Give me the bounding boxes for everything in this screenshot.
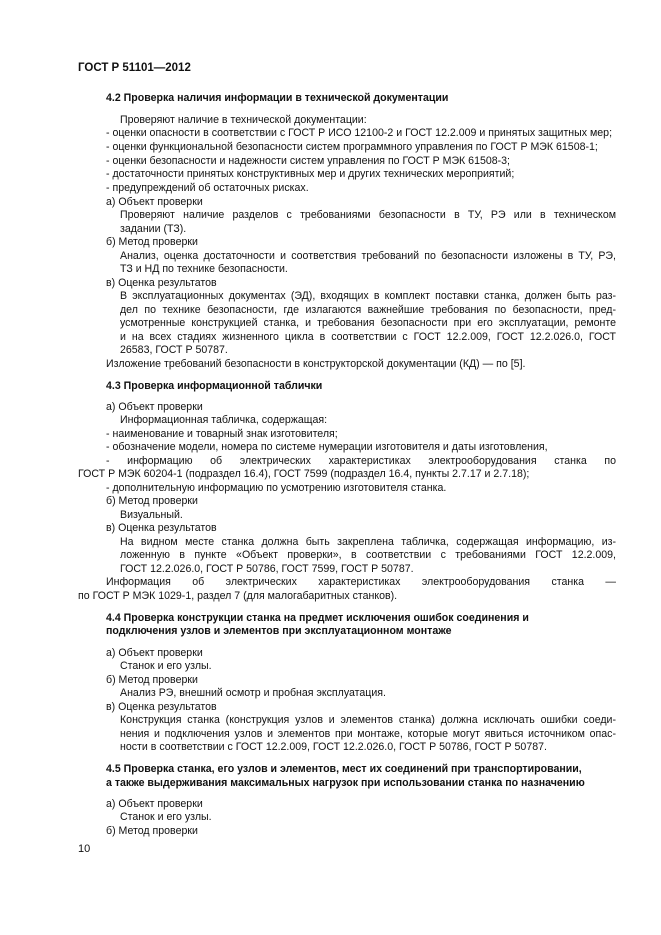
text-line: В эксплуатационных документах (ЭД), входящих в комплект поставки станка, должен быть раз-	[120, 290, 616, 302]
text-line: дел по технике безопасности, где излагаются важнейшие требования по безопасности, пред-	[120, 304, 616, 316]
text-line: и на всех стадиях жизненного цикла в соответствии с ГОСТ 12.2.009, ГОСТ 12.2.026.0, ГОСТ	[120, 331, 616, 343]
text-line: - достаточности принятых конструктивных мер и других технических мероприятий;	[106, 168, 515, 180]
text-line: а) Объект проверки	[106, 798, 203, 810]
text-line: задании (ТЗ).	[120, 223, 187, 235]
text-line: Станок и его узлы.	[120, 811, 212, 823]
text-line: ложенную в пункте «Объект проверки», в соответствии с требованиями ГОСТ 12.2.009,	[120, 549, 616, 561]
text-line: - наименование и товарный знак изготовителя;	[106, 428, 338, 440]
text-line: Анализ РЭ, внешний осмотр и пробная эксплуатация.	[120, 687, 386, 699]
text-line: усмотренные конструкцией станка, и требования безопасности при его эксплуатации, ремонте	[120, 317, 616, 329]
section-heading-line: 4.4 Проверка конструкции станка на предмет исключения ошибок соединения и	[106, 612, 529, 624]
text-line: Информация об электрических характеристиках электрооборудования станка —	[106, 576, 616, 588]
section-heading-line: 4.5 Проверка станка, его узлов и элементов, мест их соединений при транспортировании,	[106, 763, 582, 775]
text-line: Проверяют наличие в технической документации:	[120, 114, 367, 126]
text-line: ТЗ и НД по технике безопасности.	[120, 263, 288, 275]
text-line: 26583, ГОСТ Р 50787.	[120, 344, 228, 356]
text-line: - информацию об электрических характеристиках электрооборудования станка по	[106, 455, 616, 467]
text-line: по ГОСТ Р МЭК 1029-1, раздел 7 (для малогабаритных станков).	[78, 590, 398, 602]
text-line: ГОСТ 12.2.026.0, ГОСТ Р 50786, ГОСТ 7599, ГОСТ Р 50787.	[120, 563, 414, 575]
text-line: а) Объект проверки	[106, 401, 203, 413]
text-line: Информационная табличка, содержащая:	[120, 414, 328, 426]
text-line: - оценки опасности в соответствии с ГОСТ Р ИСО 12100-2 и ГОСТ 12.2.009 и принятых защитных мер;	[106, 127, 613, 139]
text-line: б) Метод проверки	[106, 674, 198, 686]
section-heading-line: подключения узлов и элементов при эксплуатационном монтаже	[106, 625, 452, 637]
text-line: ности в соответствии с ГОСТ 12.2.009, ГОСТ 12.2.026.0, ГОСТ Р 50786, ГОСТ Р 50787.	[120, 741, 547, 753]
text-line: Проверяют наличие разделов с требованиями безопасности в ТУ, РЭ или в техническом	[120, 209, 616, 221]
text-line: б) Метод проверки	[106, 495, 198, 507]
text-line: Анализ, оценка достаточности и соответствия требований по безопасности изложены в ТУ, РЭ,	[120, 250, 616, 262]
section-heading-line: 4.2 Проверка наличия информации в технической документации	[106, 92, 449, 104]
text-line: б) Метод проверки	[106, 825, 198, 837]
text-line: - обозначение модели, номера по системе нумерации изготовителя и даты изготовления,	[106, 441, 548, 453]
text-line: На видном месте станка должна быть закреплена табличка, содержащая информацию, из-	[120, 536, 616, 548]
text-line: в) Оценка результатов	[106, 277, 217, 289]
section-heading-line: а также выдерживания максимальных нагрузок при использовании станка по назначению	[106, 777, 585, 789]
text-line: ГОСТ Р МЭК 60204-1 (подраздел 16.4), ГОСТ 7599 (подраздел 16.4, пункты 2.7.17 и 2.7.18);	[78, 468, 530, 480]
text-line: - оценки функциональной безопасности систем программного управления по ГОСТ Р МЭК 61508-1;	[106, 141, 598, 153]
text-line: а) Объект проверки	[106, 647, 203, 659]
text-line: - дополнительную информацию по усмотрению изготовителя станка.	[106, 482, 447, 494]
text-line: Визуальный.	[120, 509, 183, 521]
document-header: ГОСТ Р 51101—2012	[78, 62, 191, 74]
text-line: Изложение требований безопасности в конструкторской документации (КД) — по [5].	[106, 358, 526, 370]
text-line: Конструкция станка (конструкция узлов и элементов станка) должна исключать ошибки соеди-	[120, 714, 616, 726]
text-line: в) Оценка результатов	[106, 701, 217, 713]
text-line: б) Метод проверки	[106, 236, 198, 248]
text-line: - предупреждений об остаточных рисках.	[106, 182, 309, 194]
text-line: Станок и его узлы.	[120, 660, 212, 672]
page-number: 10	[78, 843, 91, 855]
text-line: - оценки безопасности и надежности систем управления по ГОСТ Р МЭК 61508-3;	[106, 155, 510, 167]
text-line: нения и подключения узлов и элементов при монтаже, которые могут явиться источником опас-	[120, 728, 616, 740]
text-line: в) Оценка результатов	[106, 522, 217, 534]
section-heading-line: 4.3 Проверка информационной таблички	[106, 380, 323, 392]
text-line: а) Объект проверки	[106, 196, 203, 208]
